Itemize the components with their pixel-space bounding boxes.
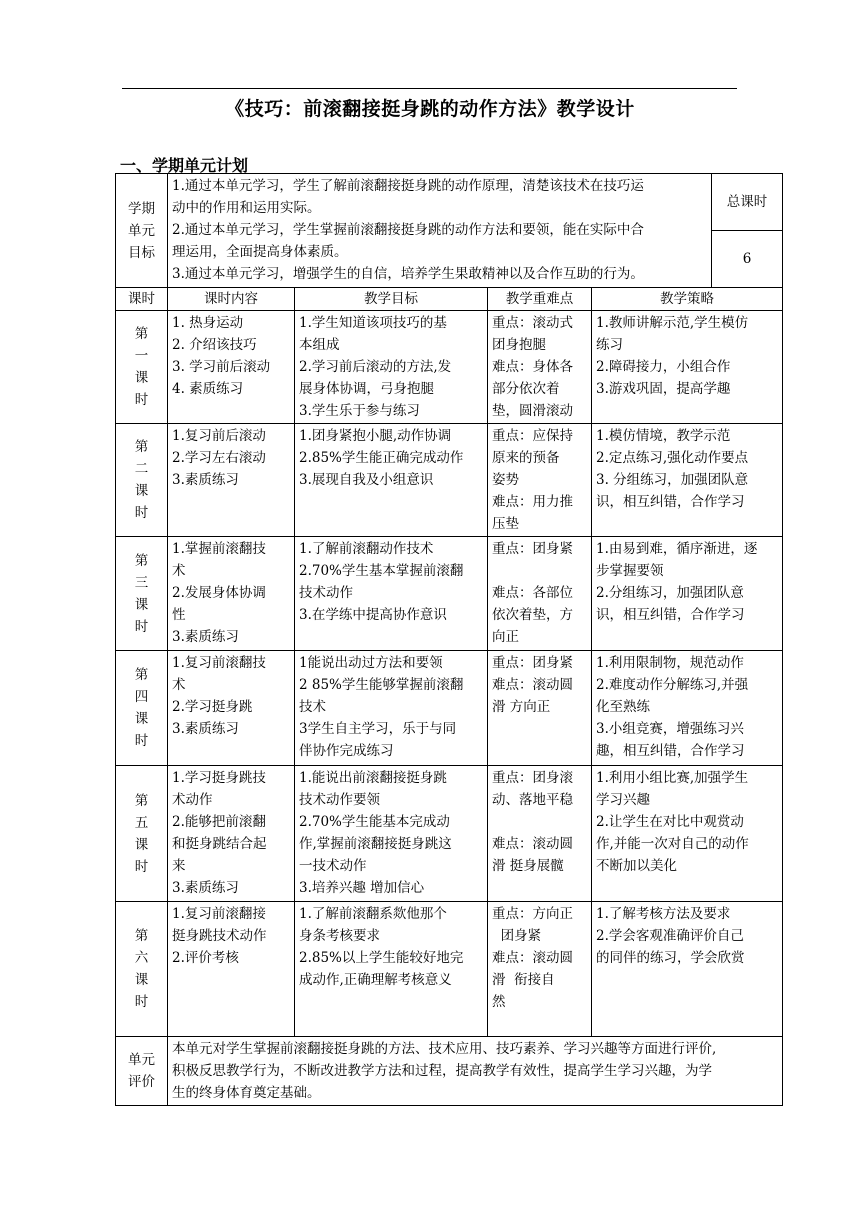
- lesson-goals: 1.了解前滚翻系欻他那个 身条考核要求 2.85%以上学生能较好地完 成动作,正确理解考核意义: [295, 902, 488, 1037]
- lesson-strategy: 1.教师讲解示范,学生模仿 练习 2.障碍接力，小组合作 3.游戏巩固，提高学趣: [592, 311, 783, 424]
- lesson-strategy: 1.利用限制物，规范动作 2.难度动作分解练习,并强 化至熟练 3.小组竞赛，增强练习兴 趣，相互纠错，合作学习: [592, 651, 783, 766]
- lesson-row: [116, 651, 783, 766]
- lesson-label: 第 一 课 时: [116, 311, 168, 424]
- evaluation-row: [116, 1037, 783, 1106]
- unit-goal-label: 学期 单元 目标: [116, 174, 168, 288]
- lesson-row: [116, 424, 783, 537]
- header-strategy: 教学策略: [592, 288, 783, 311]
- lesson-content: 1.复习前滚翻技 术 2.学习挺身跳 3.素质练习: [168, 651, 295, 766]
- lesson-row: [116, 766, 783, 902]
- header-keypoints: 教学重难点: [488, 288, 592, 311]
- lesson-strategy: 1.了解考核方法及要求 2.学会客观准确评价自己 的同伴的练习，学会欣赏: [592, 902, 783, 1037]
- lesson-strategy: 1.由易到难，循序渐进，逐 步掌握要领 2.分组练习，加强团队意 识，相互纠错，合作学习: [592, 537, 783, 651]
- lesson-label: 第 三 课 时: [116, 537, 168, 651]
- unit-goal-text: 1.通过本单元学习，学生了解前滚翻接挺身跳的动作原理，清楚该技术在技巧运 动中的作用和运用实际。 2.通过本单元学习，学生掌握前滚翻接挺身跳的动作方法和要领，能在实际中合 理运用，全面提高身体素质。 3.通过本单元学习，增强学生的自信，培养学生果敢精神以及合作互助的行为。: [168, 174, 712, 288]
- lesson-content: 1.复习前滚翻接 挺身跳技术动作 2.评价考核: [168, 902, 295, 1037]
- unit-goal-row: [116, 174, 783, 231]
- evaluation-text: 本单元对学生掌握前滚翻接挺身跳的方法、技术应用、技巧素养、学习兴趣等方面进行评价, 积极反思教学行为，不断改进教学方法和过程，提高教学有效性，提高学生学习兴趣，为学 生的终身体育奠定基础。: [168, 1037, 783, 1106]
- lesson-keypoints: 重点：滚动式 团身抱腿 难点：身体各 部分依次着 垫，圆滑滚动: [488, 311, 592, 424]
- lesson-goals: 1.学生知道该项技巧的基 本组成 2.学习前后滚动的方法,发 展身体协调，弓身抱腿 3.学生乐于参与练习: [295, 311, 488, 424]
- lesson-label: 第 五 课 时: [116, 766, 168, 902]
- header-content: 课时内容: [168, 288, 295, 311]
- lesson-label: 第 四 课 时: [116, 651, 168, 766]
- lesson-keypoints: 重点：方向正 团身紧 难点：滚动圆 滑 衔接自 然: [488, 902, 592, 1037]
- unit-plan-table: [115, 173, 783, 1106]
- lesson-keypoints: 重点：团身紧 难点：滚动圆 滑 方向正: [488, 651, 592, 766]
- lesson-goals: 1.能说出前滚翻接挺身跳 技术动作要领 2.70%学生能基本完成动 作,掌握前滚翻接挺身跳这 一技术动作 3.培养兴趣 增加信心: [295, 766, 488, 902]
- lesson-label: 第 二 课 时: [116, 424, 168, 537]
- total-hours-label: 总课时: [712, 174, 783, 231]
- lesson-goals: 1.团身紧抱小腿,动作协调 2.85%学生能正确完成动作 3.展现自我及小组意识: [295, 424, 488, 537]
- lesson-row: [116, 902, 783, 1037]
- lesson-label: 第 六 课 时: [116, 902, 168, 1037]
- lesson-keypoints: 重点：团身滚 动、落地平稳 难点：滚动圆 滑 挺身展髋: [488, 766, 592, 902]
- lesson-keypoints: 重点：应保持 原来的预备 姿势 难点：用力推 压垫: [488, 424, 592, 537]
- header-lesson: 课时: [116, 288, 168, 311]
- lesson-strategy: 1.利用小组比赛,加强学生 学习兴趣 2.让学生在对比中观赏动 作,并能一次对自己的动作 不断加以美化: [592, 766, 783, 902]
- lesson-strategy: 1.模仿情境，教学示范 2.定点练习,强化动作要点 3. 分组练习，加强团队意 识，相互纠错，合作学习: [592, 424, 783, 537]
- lesson-content: 1.学习挺身跳技 术动作 2.能够把前滚翻 和挺身跳结合起 来 3.素质练习: [168, 766, 295, 902]
- lesson-content: 1. 热身运动 2. 介绍该技巧 3. 学习前后滚动 4. 素质练习: [168, 311, 295, 424]
- lesson-content: 1.掌握前滚翻技 术 2.发展身体协调 性 3.素质练习: [168, 537, 295, 651]
- evaluation-label: 单元 评价: [116, 1037, 168, 1106]
- lesson-keypoints: 重点：团身紧 难点：各部位 依次着垫，方 向正: [488, 537, 592, 651]
- lesson-content: 1.复习前后滚动 2.学习左右滚动 3.素质练习: [168, 424, 295, 537]
- document-title: 《技巧：前滚翻接挺身跳的动作方法》教学设计: [225, 98, 635, 120]
- total-hours-value: 6: [712, 231, 783, 288]
- header-rule: [122, 88, 737, 89]
- lesson-goals: 1能说出动过方法和要领 2 85%学生能够掌握前滚翻 技术 3学生自主学习，乐于与同 伴协作完成练习: [295, 651, 488, 766]
- lesson-goals: 1.了解前滚翻动作技术 2.70%学生基本掌握前滚翻 技术动作 3.在学练中提高协作意识: [295, 537, 488, 651]
- header-goals: 教学目标: [295, 288, 488, 311]
- lesson-row: [116, 311, 783, 424]
- section-heading: 一、学期单元计划: [120, 156, 249, 175]
- table-header-row: [116, 288, 783, 311]
- lesson-row: [116, 537, 783, 651]
